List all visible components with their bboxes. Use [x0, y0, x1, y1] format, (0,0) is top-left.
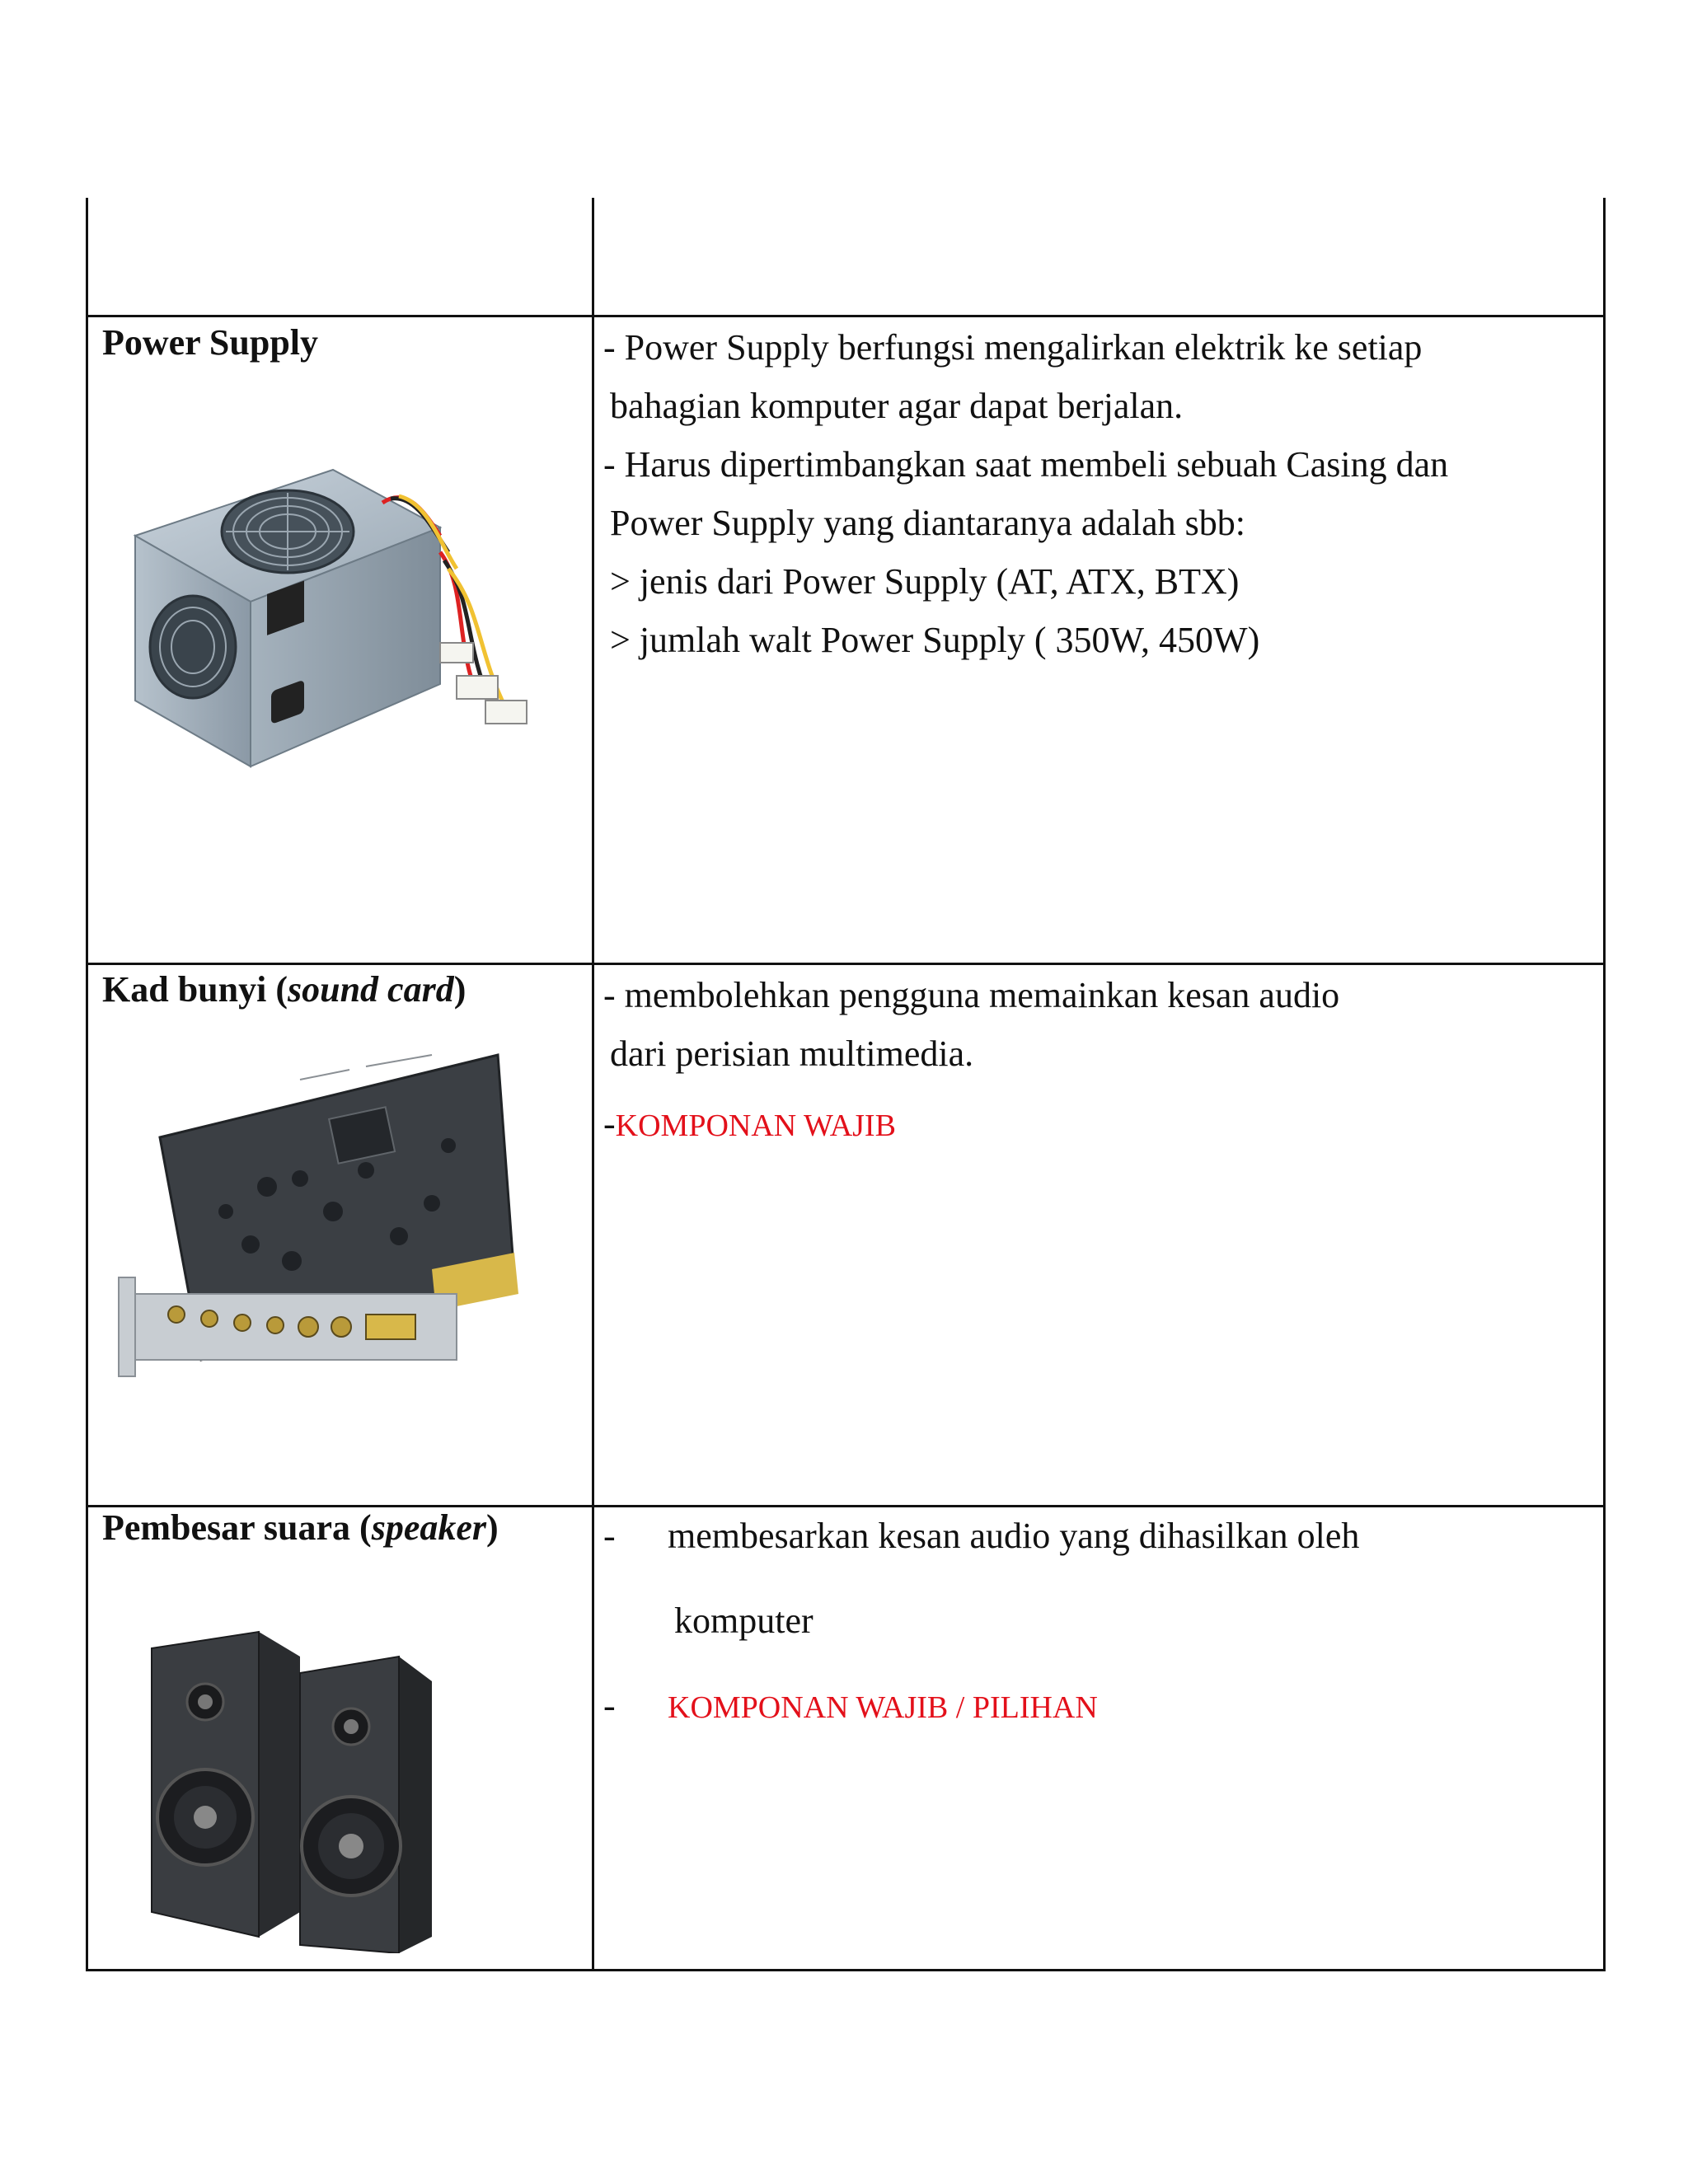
description-line: > jumlah walt Power Supply ( 350W, 450W) [610, 620, 1260, 660]
table-left-border [86, 198, 88, 1971]
label-italic-text: sound card [287, 969, 454, 1010]
row-divider [86, 315, 1606, 317]
table-column-divider [592, 198, 594, 1971]
note-komponan-wajib-pilihan: KOMPONAN WAJIB / PILIHAN [668, 1690, 1098, 1725]
description-line: dari perisian multimedia. [610, 1033, 974, 1074]
label-text-end: ) [486, 1507, 499, 1548]
speaker-description [603, 1505, 1576, 1739]
speaker-note [603, 1675, 1576, 1739]
sound-card-note [603, 1094, 1576, 1155]
description-line: - Harus dipertimbangkan saat membeli sebuah Casing dan [603, 444, 1449, 485]
sound-card-photo [102, 1047, 547, 1393]
note-prefix: - [603, 1104, 616, 1144]
speaker-photo [135, 1624, 514, 1953]
row-label-speaker [102, 1507, 499, 1549]
description-line: bahagian komputer agar dapat berjalan. [610, 386, 1184, 426]
speaker-line-1 [603, 1505, 1576, 1568]
description-line: Power Supply yang diantaranya adalah sbb: [610, 503, 1246, 543]
row-divider [86, 963, 1606, 965]
label-text: Pembesar suara ( [102, 1507, 372, 1548]
bullet-dash: - [603, 1516, 616, 1556]
power-supply-description [603, 318, 1576, 669]
row-label-power-supply: Power Supply [102, 322, 319, 363]
label-text: Kad bunyi ( [102, 969, 288, 1010]
note-komponan-wajib: KOMPONAN WAJIB [615, 1108, 896, 1143]
table-right-border [1603, 198, 1606, 1971]
description-line: membesarkan kesan audio yang dihasilkan oleh [668, 1516, 1360, 1556]
note-prefix: - [603, 1685, 616, 1726]
row-label-sound-card [102, 968, 466, 1010]
label-text-end: ) [453, 969, 467, 1010]
sound-card-description [603, 966, 1576, 1155]
label-italic-text: speaker [371, 1507, 487, 1548]
description-line: - Power Supply berfungsi mengalirkan elektrik ke setiap [603, 327, 1423, 368]
table-bottom-border [86, 1969, 1606, 1971]
component-table [86, 198, 1606, 1971]
description-line: > jenis dari Power Supply (AT, ATX, BTX) [610, 561, 1240, 602]
description-line: komputer [674, 1601, 814, 1641]
description-line: - membolehkan pengguna memainkan kesan audio [603, 975, 1340, 1015]
power-supply-photo [110, 437, 539, 783]
